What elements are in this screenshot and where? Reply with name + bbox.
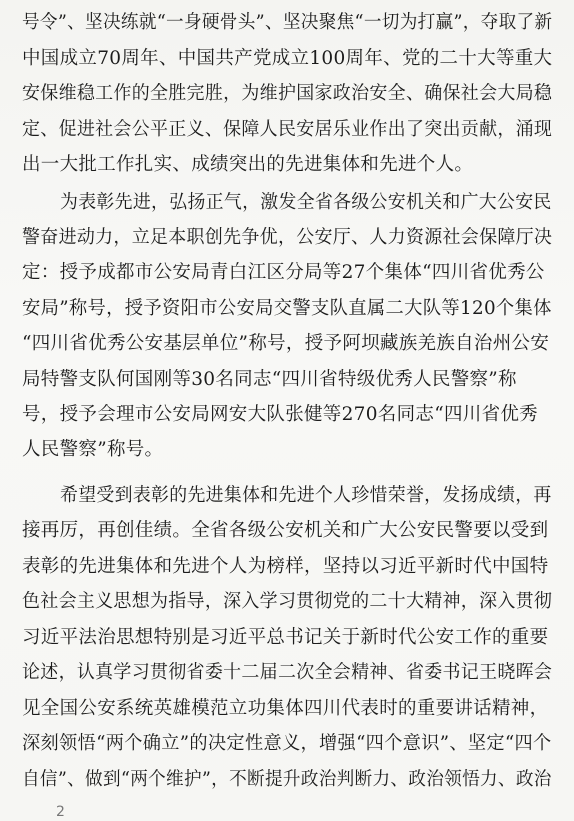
text-line: 习近平法治思想特别是习近平总书记关于新时代公安工作的重要 (22, 627, 549, 648)
text-line: 号，授予会理市公安局网安大队张健等270名同志“四川省优秀 (22, 404, 538, 425)
text-line: 局特警支队何国刚等30名同志“四川省特级优秀人民警察”称 (22, 369, 517, 390)
text-line: 表彰的先进集体和先进个人为榜样，坚持以习近平新时代中国特 (22, 556, 549, 577)
text-line: 深刻领悟“两个确立”的决定性意义，增强“四个意识”、坚定“四个 (22, 733, 552, 754)
text-line: 警奋进动力，立足本职创先争优，公安厅、人力资源社会保障厅决 (22, 227, 553, 248)
text-line: 接再厉，再创佳绩。全省各级公安机关和广大公安民警要以受到 (22, 520, 549, 541)
text-line: 号令”、坚决练就“一身硬骨头”、坚决聚焦“一切为打赢”，夺取了新 (22, 12, 553, 33)
text-line: 定、促进社会公平正义、保障人民安居乐业作出了突出贡献，涌现 (22, 119, 553, 140)
text-line: 人民警察”称号。 (22, 439, 164, 460)
text-line: 安保维稳工作的全胜完胜，为维护国家政治安全、确保社会大局稳 (22, 83, 553, 104)
text-line: 安局”称号，授予资阳市公安局交警支队直属二大队等120个集体 (22, 298, 552, 319)
text-line: 中国成立70周年、中国共产党成立100周年、党的二十大等重大 (22, 48, 553, 69)
text-line: “四川省优秀公安基层单位”称号，授予阿坝藏族羌族自治州公安 (22, 333, 550, 354)
paragraph-first-line: 为表彰先进，弘扬正气，激发全省各级公安机关和广大公安民 (60, 192, 552, 213)
page-number: 2 (56, 804, 65, 820)
text-line: 自信”、做到“两个维护”，不断提升政治判断力、政治领悟力、政治 (22, 769, 552, 790)
text-line: 见全国公安系统英雄模范立功集体四川代表时的重要讲话精神， (22, 698, 549, 719)
text-line: 色社会主义思想为指导，深入学习贯彻党的二十大精神，深入贯彻 (22, 591, 553, 612)
text-line: 出一大批工作扎实、成绩突出的先进集体和先进个人。 (22, 154, 474, 175)
text-line: 定：授予成都市公安局青白江区分局等27个集体“四川省优秀公 (22, 262, 545, 283)
paragraph-first-line: 希望受到表彰的先进集体和先进个人珍惜荣誉，发扬成绩，再 (60, 485, 552, 506)
text-line: 论述，认真学习贯彻省委十二届二次全会精神、省委书记王晓晖会 (22, 662, 553, 683)
